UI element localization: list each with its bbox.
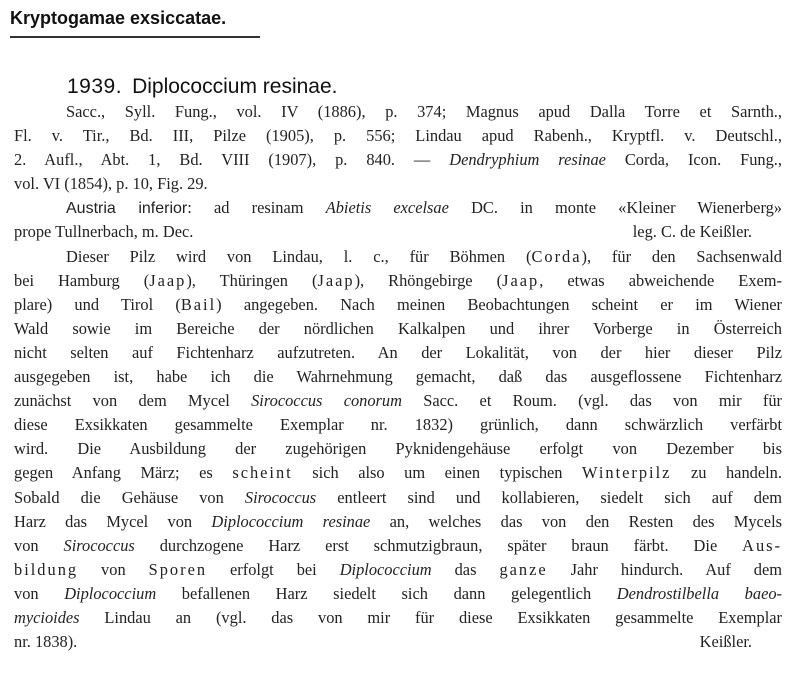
body-text xyxy=(14,100,782,654)
description-line: Sobald die Gehäuse von Sirococcus entleert sind und kollabieren, siedelt sich auf dem xyxy=(14,487,782,507)
description-line: mycioides Lindau an (vgl. das von mir für diese Exsikkaten gesammelte Exemplar xyxy=(14,607,782,627)
reference-line: Fl. v. Tir., Bd. III, Pilze (1905), p. 556; Lindau apud Rabenh., Kryptfl. v. Deutschl., xyxy=(14,126,782,146)
signature: Keißler. xyxy=(699,632,752,652)
header-title: Kryptogamae exsiccatae. xyxy=(10,8,227,28)
reference-line: 2. Aufl., Abt. 1, Bd. VIII (1907), p. 840. — Dendryphium resinae Corda, Icon. Fung., xyxy=(14,150,782,170)
description-line: von Sirococcus durchzogene Harz erst schmutzigbraun, später braun färbt. Die Aus- xyxy=(14,535,782,555)
description-line: bildung von Sporen erfolgt bei Diplococcium das ganze Jahr hindurch. Auf dem xyxy=(14,559,782,579)
description-line: bei Hamburg (Jaap), Thüringen (Jaap), Rhöngebirge (Jaap, etwas abweichende Exem- xyxy=(14,270,782,290)
locality-region: Austria inferior xyxy=(66,200,188,218)
page-header xyxy=(10,6,260,40)
reference-line: vol. VI (1854), p. 10, Fig. 29. xyxy=(14,174,208,194)
description-line: nicht selten auf Fichtenharz aufzutreten. An der Lokalität, von der hier dieser Pilz xyxy=(14,342,782,362)
entry-title xyxy=(67,74,337,100)
locality-line: Austria inferior: ad resinam Abietis excelsae DC. in monte «Kleiner Wienerberg» xyxy=(66,198,782,218)
description-line: gegen Anfang März; es scheint sich also um einen typischen Winterpilz zu handeln. xyxy=(14,463,782,483)
reference-line: Sacc., Syll. Fung., vol. IV (1886), p. 374; Magnus apud Dalla Torre et Sarnth., xyxy=(66,102,782,121)
header-rule xyxy=(10,36,260,38)
collector: leg. C. de Keißler. xyxy=(632,222,752,242)
description-line: von Diplococcium befallenen Harz siedelt sich dann gelegentlich Dendrostilbella baeo- xyxy=(14,583,782,603)
species-name: Diplococcium resinae. xyxy=(132,75,338,98)
description-line: Dieser Pilz wird von Lindau, l. c., für Böhmen (Corda), für den Sachsenwald xyxy=(66,246,782,266)
locality-line: prope Tullnerbach, m. Dec. leg. C. de Keißler. xyxy=(14,220,782,244)
entry-number: 1939. xyxy=(67,75,123,98)
synonym-name: Dendryphium resinae xyxy=(449,150,606,170)
host-name: Abietis excelsae xyxy=(325,198,449,218)
description-line: Harz das Mycel von Diplococcium resinae an, welches das von den Resten des Mycels xyxy=(14,511,782,531)
description-line: Wald sowie im Bereiche der nördlichen Kalkalpen und ihrer Vorberge in Österreich xyxy=(14,318,782,338)
description-line: ausgegeben ist, habe ich die Wahrnehmung gemacht, daß das ausgeflossene Fichtenharz xyxy=(14,367,782,387)
description-line: wird. Die Ausbildung der zugehörigen Pyknidengehäuse erfolgt von Dezember bis xyxy=(14,439,782,459)
description-line: nr. 1838). Keißler. xyxy=(14,630,782,654)
description-line: diese Exsikkaten gesammelte Exemplar nr. 1832) grünlich, dann schwärzlich verfärbt xyxy=(14,415,782,435)
description-line: plare) und Tirol (Bail) angegeben. Nach meinen Beobachtungen scheint er im Wiener xyxy=(14,294,782,314)
description-line: zunächst von dem Mycel Sirococcus conorum Sacc. et Roum. (vgl. das von mir für xyxy=(14,391,782,411)
